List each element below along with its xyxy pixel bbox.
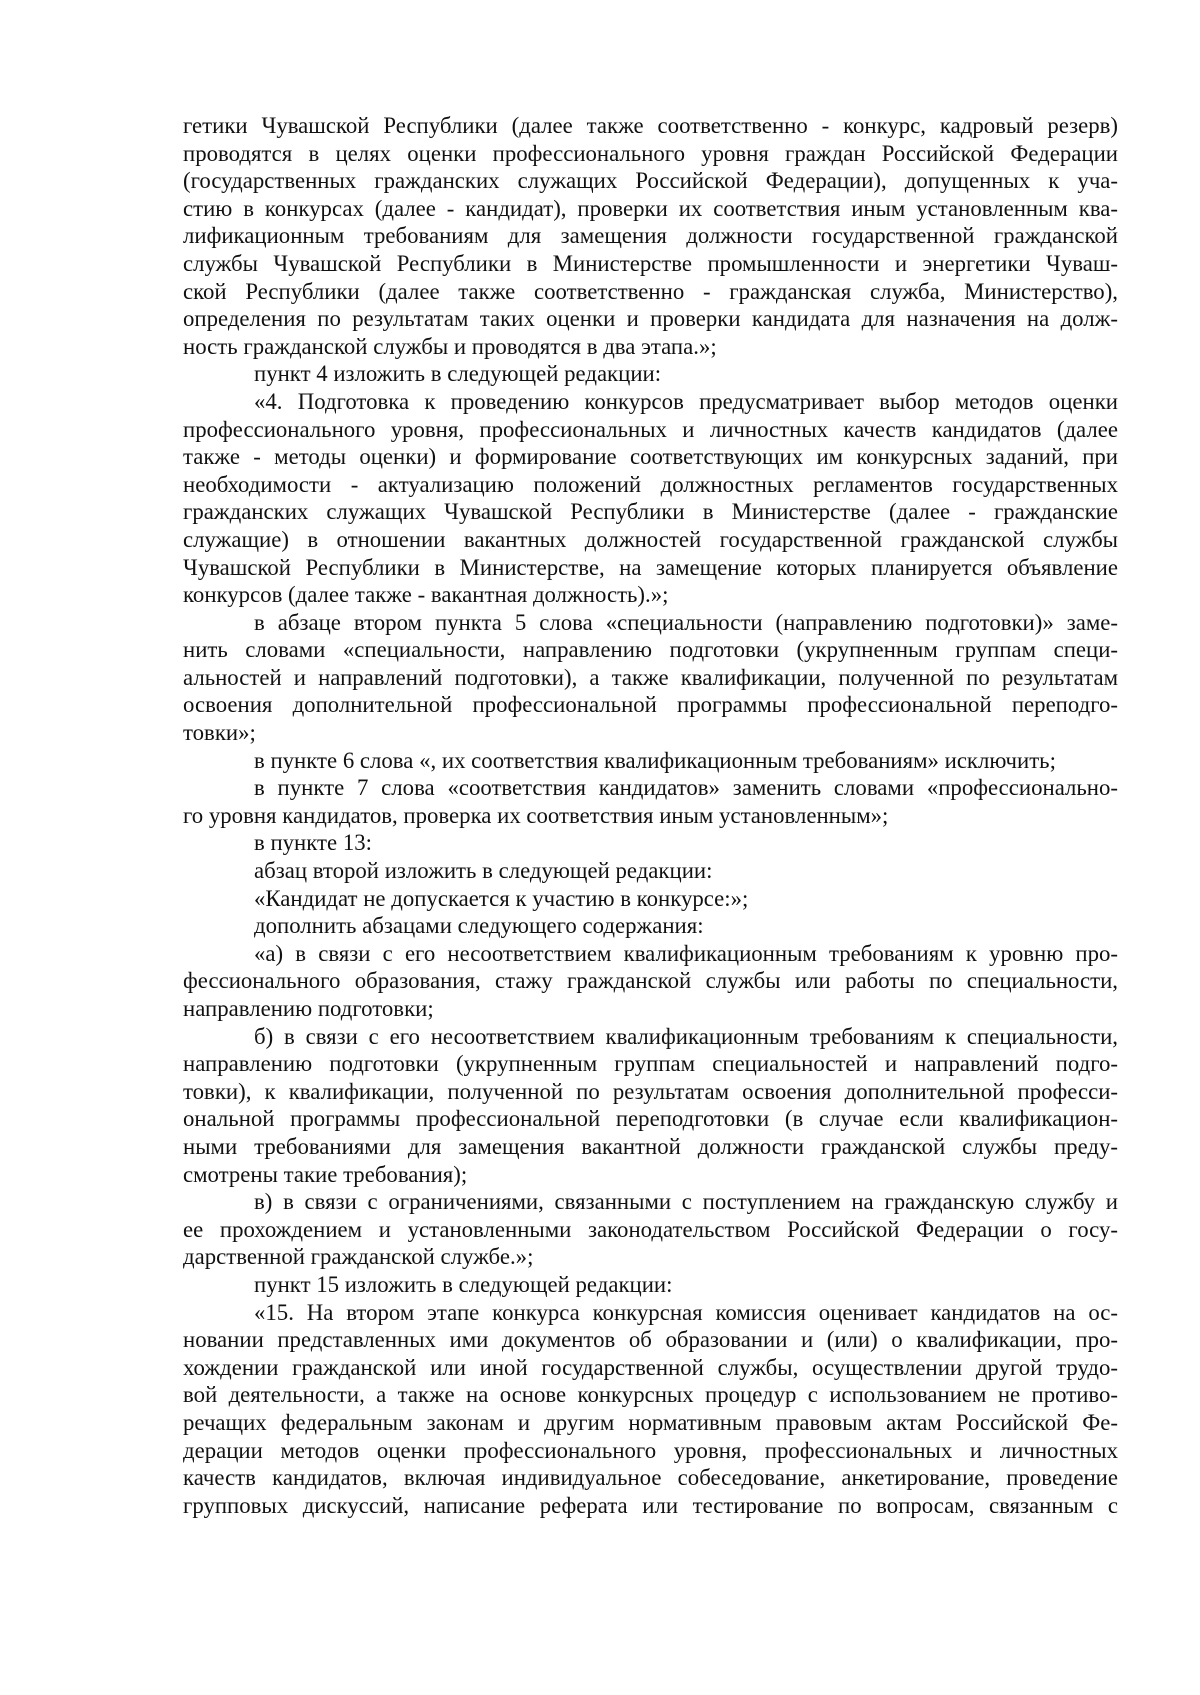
text-line: в абзаце втором пункта 5 слова «специальности (направлению подготовки)» заме- [254, 609, 1118, 635]
text-line: «а) в связи с его несоответствием квалификационным требованиям к уровню про- [254, 940, 1118, 966]
text-line: фессионального образования, стажу гражданской службы или работы по специальности, [183, 968, 1118, 994]
text-line: служащие) в отношении вакантных должностей государственной гражданской службы [183, 526, 1118, 552]
text-line: новании представленных ими документов об образовании и (или) о квалификации, про- [183, 1327, 1118, 1353]
paragraph [183, 885, 1118, 913]
text-line: службы Чувашской Республики в Министерстве промышленности и энергетики Чуваш- [183, 250, 1118, 276]
text-line: в) в связи с ограничениями, связанными с поступлением на гражданскую службу и [254, 1189, 1118, 1215]
text-line: профессионального уровня, профессиональных и личностных качеств кандидатов (далее [183, 416, 1118, 442]
document-page [183, 112, 1118, 1519]
paragraph [183, 1271, 1118, 1299]
text-line: «4. Подготовка к проведению конкурсов предусматривает выбор методов оценки [254, 388, 1118, 414]
text-line: стию в конкурсах (далее - кандидат), проверки их соответствия иным установленным ква- [183, 195, 1118, 221]
text-line: направлению подготовки; [183, 996, 434, 1021]
paragraph [183, 1023, 1118, 1189]
text-line: лификационным требованиям для замещения должности государственной гражданской [183, 223, 1118, 249]
paragraph [183, 1299, 1118, 1520]
text-line: смотрены такие требования); [183, 1161, 468, 1187]
text-line: в пункте 13: [254, 830, 372, 856]
text-line: качеств кандидатов, включая индивидуальное собеседование, анкетирование, проведение [183, 1465, 1118, 1491]
text-line: также - методы оценки) и формирование соответствующих им конкурсных заданий, при [183, 444, 1118, 470]
text-line: определения по результатам таких оценки и проверки кандидата для назначения на долж- [183, 306, 1118, 332]
text-line: нить словами «специальности, направлению подготовки (укрупненным группам специ- [183, 637, 1118, 663]
text-line: б) в связи с его несоответствием квалификационным требованиям к специальности, [254, 1023, 1118, 1049]
text-line: ее прохождением и установленными законодательством Российской Федерации о госу- [183, 1216, 1118, 1242]
text-line: «Кандидат не допускается к участию в конкурсе:»; [254, 885, 749, 911]
text-line: вой деятельности, а также на основе конкурсных процедур с использованием не противо- [183, 1382, 1118, 1408]
text-line: ность гражданской службы и проводятся в два этапа.»; [183, 333, 717, 359]
text-line: направлению подготовки (укрупненным группам специальностей и направлений подго- [183, 1051, 1118, 1077]
text-line: необходимости - актуализацию положений должностных регламентов государственных [183, 471, 1118, 497]
text-line: речащих федеральным законам и другим нормативным правовым актам Российской Фе- [183, 1409, 1118, 1435]
text-line: (государственных гражданских служащих Российской Федерации), допущенных к уча- [183, 168, 1118, 194]
paragraph [183, 857, 1118, 885]
text-line: гетики Чувашской Республики (далее также соответственно - конкурс, кадровый резерв) [183, 113, 1118, 138]
text-line: го уровня кандидатов, проверка их соответствия иным установленным»; [183, 802, 889, 828]
paragraph [183, 112, 1118, 360]
paragraph [183, 388, 1118, 609]
text-line: в пункте 6 слова «, их соответствия квалификационным требованиям» исключить; [254, 747, 1056, 773]
text-line: гражданских служащих Чувашской Республики в Министерстве (далее - гражданские [183, 499, 1118, 525]
text-line: пункт 4 изложить в следующей редакции: [254, 361, 662, 387]
paragraph [183, 609, 1118, 747]
paragraph [183, 360, 1118, 388]
paragraph [183, 912, 1118, 940]
text-line: проводятся в целях оценки профессионального уровня граждан Российской Федерации [183, 140, 1118, 166]
text-line: ской Республики (далее также соответственно - гражданская служба, Министерство), [183, 278, 1118, 304]
text-line: товки), к квалификации, полученной по результатам освоения дополнительной професси- [183, 1078, 1118, 1104]
text-line: в пункте 7 слова «соответствия кандидатов» заменить словами «профессионально- [254, 775, 1118, 801]
text-line: альностей и направлений подготовки), а также квалификации, полученной по результатам [183, 664, 1118, 690]
paragraph [183, 747, 1118, 775]
text-line: дерации методов оценки профессионального уровня, профессиональных и личностных [183, 1437, 1118, 1463]
text-line: товки»; [183, 720, 256, 746]
text-line: ональной программы профессиональной переподготовки (в случае если квалификацион- [183, 1106, 1118, 1132]
text-line: конкурсов (далее также - вакантная должность).»; [183, 582, 669, 608]
paragraph [183, 1188, 1118, 1271]
text-line: Чувашской Республики в Министерстве, на замещение которых планируется объявление [183, 554, 1118, 580]
text-line: ными требованиями для замещения вакантной должности гражданской службы преду- [183, 1133, 1118, 1159]
text-line: дарственной гражданской службе.»; [183, 1244, 534, 1270]
text-line: пункт 15 изложить в следующей редакции: [254, 1271, 673, 1297]
paragraph [183, 774, 1118, 829]
paragraph [183, 829, 1118, 857]
text-line: групповых дискуссий, написание реферата или тестирование по вопросам, связанным с [183, 1492, 1118, 1518]
text-line: абзац второй изложить в следующей редакции: [254, 858, 713, 884]
text-line: хождении гражданской или иной государственной службы, осуществлении другой трудо- [183, 1354, 1118, 1380]
paragraph [183, 940, 1118, 1023]
text-line: дополнить абзацами следующего содержания: [254, 913, 704, 939]
text-line: «15. На втором этапе конкурса конкурсная комиссия оценивает кандидатов на ос- [254, 1299, 1118, 1325]
text-line: освоения дополнительной профессиональной программы профессиональной переподго- [183, 692, 1118, 718]
